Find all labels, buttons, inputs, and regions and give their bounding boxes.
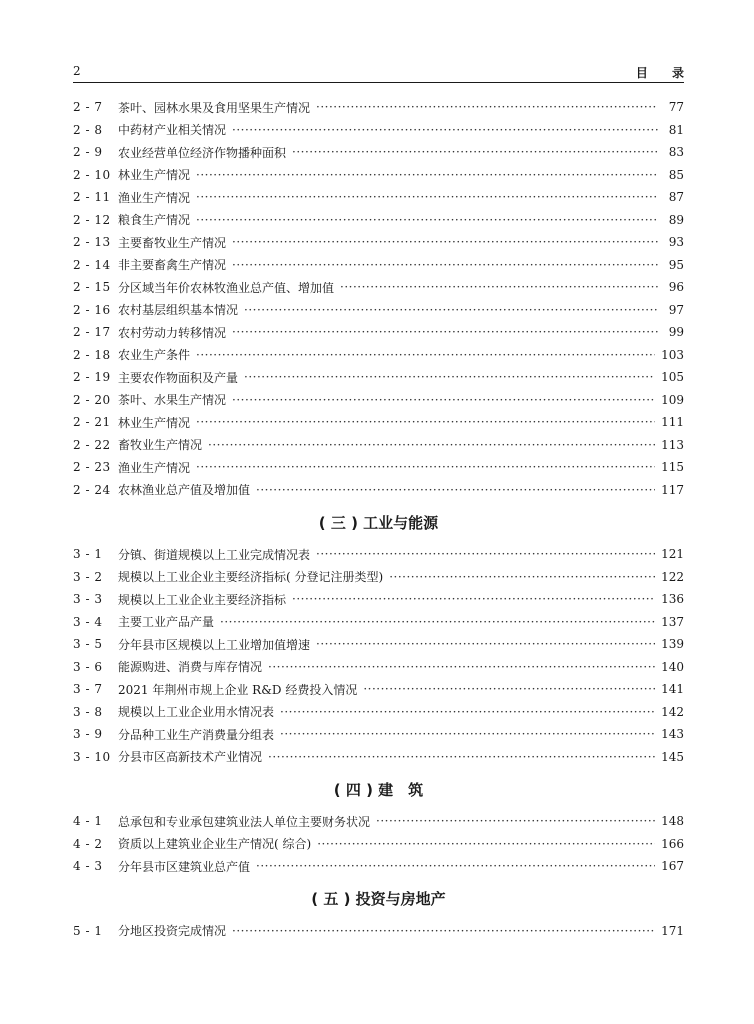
toc-entry-page: 81: [668, 122, 684, 137]
toc-entry-code: 3 - 9: [73, 727, 103, 742]
toc-entry-title: 2021 年荆州市规上企业 R&D 经费投入情况: [118, 682, 358, 697]
toc-entry[interactable]: [73, 723, 684, 746]
toc-entry-title: 农林渔业总产值及增加值: [118, 483, 251, 498]
toc-entry-code: 2 - 14: [73, 257, 111, 272]
toc-entry-title: 农业生产条件: [118, 348, 191, 363]
toc-entry-title: 分年县市区建筑业总产值: [118, 859, 251, 874]
toc-entry[interactable]: [73, 164, 684, 187]
toc-entry[interactable]: [73, 746, 684, 769]
toc-entry-code: 2 - 7: [73, 100, 103, 115]
dot-leader: [256, 859, 655, 873]
toc-entry-code: 2 - 15: [73, 280, 111, 295]
dot-leader: [268, 750, 655, 764]
toc-entry-title: 分县市区高新技术产业情况: [118, 750, 263, 765]
toc-entry-title: 林业生产情况: [118, 168, 191, 183]
toc-entry-page: 136: [661, 592, 684, 607]
dot-leader: [292, 145, 658, 159]
toc-entry[interactable]: [73, 920, 684, 943]
toc-entry-code: 3 - 2: [73, 569, 103, 584]
toc-entry-page: 93: [668, 235, 684, 250]
dot-leader: [196, 415, 655, 429]
toc-entry-title: 粮食生产情况: [118, 213, 191, 228]
toc-group-3: [73, 543, 684, 768]
toc-entry[interactable]: [73, 276, 684, 299]
toc-entry-code: 2 - 8: [73, 122, 103, 137]
toc-entry[interactable]: [73, 141, 684, 164]
toc-entry[interactable]: [73, 810, 684, 833]
toc-entry-title: 农业经营单位经济作物播种面积: [118, 145, 287, 160]
toc-entry-page: 111: [661, 415, 684, 430]
dot-leader: [196, 213, 658, 227]
toc-entry[interactable]: [73, 543, 684, 566]
toc-entry[interactable]: [73, 254, 684, 277]
toc-entry-code: 3 - 1: [73, 547, 103, 562]
toc-entry-page: 87: [668, 190, 684, 205]
toc-entry-code: 3 - 6: [73, 659, 103, 674]
toc-entry-code: 4 - 1: [73, 814, 103, 829]
toc-entry[interactable]: [73, 588, 684, 611]
toc-entry-title: 畜牧业生产情况: [118, 438, 203, 453]
toc-entry[interactable]: [73, 299, 684, 322]
page-header: [73, 62, 694, 83]
dot-leader: [232, 123, 658, 137]
toc-entry-title: 茶叶、园林水果及食用坚果生产情况: [118, 100, 311, 115]
dot-leader: [389, 570, 655, 584]
page-number: 2: [73, 64, 81, 78]
toc-entry[interactable]: [73, 479, 684, 502]
toc-entry-code: 2 - 19: [73, 370, 111, 385]
toc-entry[interactable]: [73, 231, 684, 254]
dot-leader: [376, 814, 655, 828]
toc-entry-title: 中药材产业相关情况: [118, 123, 227, 138]
toc-entry-title: 茶叶、水果生产情况: [118, 393, 227, 408]
toc-entry-page: 113: [661, 437, 684, 452]
toc-entry-page: 145: [661, 749, 684, 764]
toc-entry-code: 2 - 10: [73, 167, 111, 182]
toc-entry[interactable]: [73, 209, 684, 232]
toc-entry[interactable]: [73, 366, 684, 389]
toc-entry[interactable]: [73, 633, 684, 656]
toc-entry-title: 资质以上建筑业企业生产情况( 综合): [118, 837, 312, 852]
toc-entry-page: 105: [661, 370, 684, 385]
dot-leader: [196, 460, 655, 474]
toc-entry-title: 分区域当年价农林牧渔业总产值、增加值: [118, 280, 335, 295]
toc-entry-title: 农村基层组织基本情况: [118, 303, 239, 318]
dot-leader: [244, 303, 658, 317]
dot-leader: [208, 438, 655, 452]
toc-entry-code: 3 - 5: [73, 637, 103, 652]
toc-entry-code: 2 - 21: [73, 415, 111, 430]
dot-leader: [220, 615, 655, 629]
toc-entry[interactable]: [73, 344, 684, 367]
toc-entry-code: 2 - 16: [73, 302, 111, 317]
toc-entry-page: 103: [661, 347, 684, 362]
toc-entry-code: 2 - 23: [73, 460, 111, 475]
toc-entry-title: 分年县市区规模以上工业增加值增速: [118, 637, 311, 652]
toc-group-5: [73, 920, 684, 943]
dot-leader: [232, 235, 658, 249]
section-heading-construction: ( 四 ) 建 筑: [333, 780, 424, 799]
toc-entry[interactable]: [73, 119, 684, 142]
dot-leader: [256, 483, 655, 497]
toc-entry-title: 农村劳动力转移情况: [118, 325, 227, 340]
toc-entry-page: 95: [668, 257, 684, 272]
toc-entry-page: 142: [661, 704, 684, 719]
toc-entry-page: 83: [668, 145, 684, 160]
toc-entry-code: 3 - 4: [73, 614, 103, 629]
toc-entry-title: 总承包和专业承包建筑业法人单位主要财务状况: [118, 814, 371, 829]
toc-entry-title: 渔业生产情况: [118, 190, 191, 205]
toc-group-2: [73, 96, 684, 501]
toc-entry-page: 140: [661, 659, 684, 674]
toc-entry-code: 2 - 12: [73, 212, 111, 227]
toc-entry-code: 2 - 22: [73, 437, 111, 452]
dot-leader: [316, 100, 658, 114]
toc-entry[interactable]: [73, 389, 684, 412]
toc-entry-code: 2 - 24: [73, 482, 111, 497]
toc-entry-page: 167: [661, 859, 684, 874]
dot-leader: [292, 592, 655, 606]
toc-entry-title: 主要畜牧业生产情况: [118, 235, 227, 250]
table-of-contents: [73, 96, 684, 942]
dot-leader: [268, 660, 655, 674]
toc-entry-code: 3 - 10: [73, 749, 111, 764]
toc-entry[interactable]: [73, 456, 684, 479]
toc-entry-page: 85: [668, 167, 684, 182]
toc-entry[interactable]: [73, 566, 684, 589]
toc-entry-page: 99: [668, 325, 684, 340]
toc-group-4: [73, 810, 684, 878]
toc-entry-code: 2 - 13: [73, 235, 111, 250]
toc-entry-title: 主要工业产品产量: [118, 615, 215, 630]
dot-leader: [232, 393, 655, 407]
toc-entry-title: 规模以上工业企业主要经济指标( 分登记注册类型): [118, 570, 384, 585]
toc-entry-title: 分品种工业生产消费量分组表: [118, 727, 275, 742]
toc-entry-code: 2 - 11: [73, 190, 111, 205]
toc-entry[interactable]: [73, 656, 684, 679]
toc-entry-title: 规模以上工业企业主要经济指标: [118, 592, 287, 607]
toc-entry-code: 4 - 3: [73, 859, 103, 874]
dot-leader: [196, 190, 658, 204]
section-heading-investment-real-estate: ( 五 ) 投资与房地产: [311, 890, 446, 908]
dot-leader: [232, 325, 658, 339]
dot-leader: [196, 348, 655, 362]
dot-leader: [316, 637, 655, 651]
toc-entry-title: 非主要畜禽生产情况: [118, 258, 227, 273]
toc-entry[interactable]: [73, 434, 684, 457]
toc-entry-page: 143: [661, 727, 684, 742]
toc-entry-code: 2 - 18: [73, 347, 111, 362]
toc-entry[interactable]: [73, 678, 684, 701]
toc-entry-page: 89: [668, 212, 684, 227]
dot-leader: [232, 924, 655, 938]
toc-entry-page: 121: [661, 547, 684, 562]
toc-entry[interactable]: [73, 411, 684, 434]
toc-entry-code: 3 - 3: [73, 592, 103, 607]
toc-entry[interactable]: [73, 855, 684, 878]
toc-entry-code: 2 - 9: [73, 145, 103, 160]
toc-entry-title: 林业生产情况: [118, 415, 191, 430]
dot-leader: [196, 168, 658, 182]
toc-entry-page: 117: [661, 482, 684, 497]
header-title: 目 录: [635, 66, 694, 80]
toc-entry-page: 109: [661, 392, 684, 407]
toc-entry-page: 141: [661, 682, 684, 697]
toc-entry[interactable]: [73, 701, 684, 724]
toc-entry-page: 137: [661, 614, 684, 629]
toc-entry-page: 115: [661, 460, 684, 475]
toc-entry-page: 139: [661, 637, 684, 652]
toc-entry-code: 4 - 2: [73, 836, 103, 851]
dot-leader: [244, 370, 655, 384]
toc-entry-page: 166: [661, 836, 684, 851]
toc-entry-code: 3 - 8: [73, 704, 103, 719]
dot-leader: [232, 258, 658, 272]
toc-entry-page: 97: [668, 302, 684, 317]
toc-entry[interactable]: [73, 611, 684, 634]
toc-entry-page: 171: [661, 923, 684, 938]
dot-leader: [340, 280, 658, 294]
toc-entry[interactable]: [73, 833, 684, 856]
section-heading-industry-energy: ( 三 ) 工业与能源: [318, 513, 439, 532]
dot-leader: [280, 705, 655, 719]
dot-leader: [363, 682, 655, 696]
toc-entry-page: 77: [668, 100, 684, 115]
toc-entry-title: 渔业生产情况: [118, 460, 191, 475]
toc-entry[interactable]: [73, 186, 684, 209]
toc-entry-page: 122: [661, 569, 684, 584]
dot-leader: [280, 727, 655, 741]
toc-entry-title: 规模以上工业企业用水情况表: [118, 705, 275, 720]
toc-entry-page: 148: [661, 814, 684, 829]
dot-leader: [316, 547, 655, 561]
toc-entry-code: 2 - 17: [73, 325, 111, 340]
toc-entry-title: 能源购进、消费与库存情况: [118, 660, 263, 675]
toc-entry-title: 分镇、街道规模以上工业完成情况表: [118, 547, 311, 562]
toc-entry[interactable]: [73, 321, 684, 344]
toc-entry-title: 主要农作物面积及产量: [118, 370, 239, 385]
toc-entry-page: 96: [668, 280, 684, 295]
toc-entry-code: 3 - 7: [73, 682, 103, 697]
toc-entry[interactable]: [73, 96, 684, 119]
toc-entry-code: 5 - 1: [73, 923, 103, 938]
toc-entry-code: 2 - 20: [73, 392, 111, 407]
dot-leader: [317, 837, 655, 851]
toc-entry-title: 分地区投资完成情况: [118, 924, 227, 939]
